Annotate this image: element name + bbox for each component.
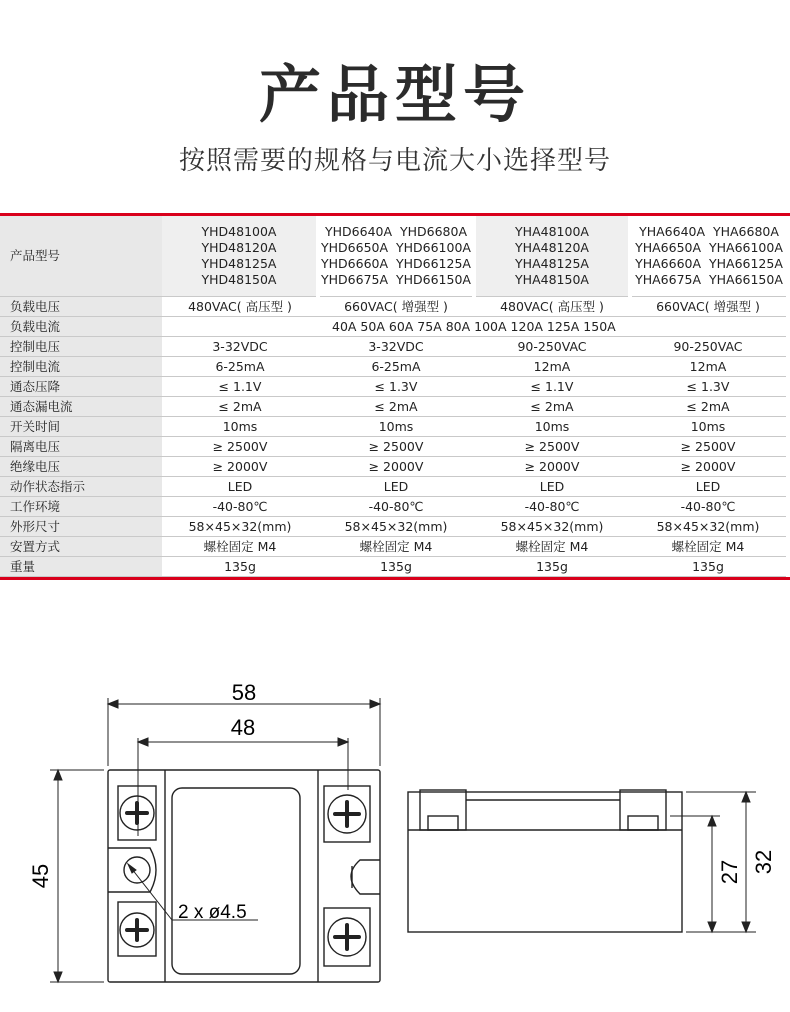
- row-value: ≤ 1.1V: [474, 377, 630, 397]
- page-subtitle: 按照需要的规格与电流大小选择型号: [178, 146, 611, 176]
- row-label: 负载电流: [0, 317, 162, 337]
- row-value: ≥ 2500V: [630, 437, 786, 457]
- model-name: YHA6650A YHA66100A: [635, 240, 783, 255]
- model-name: YHD6660A YHD66125A: [321, 256, 471, 271]
- spec-row: [0, 417, 786, 437]
- row-value: 58×45×32(mm): [474, 517, 630, 537]
- table-bottom-rule: [0, 577, 790, 580]
- model-name: YHD48120A: [201, 240, 277, 255]
- row-value: LED: [162, 477, 318, 497]
- model-cell: [630, 216, 786, 297]
- row-value: 3-32VDC: [318, 337, 474, 357]
- model-name: YHD48125A: [201, 256, 277, 271]
- row-value: 480VAC( 高压型 ): [474, 297, 630, 317]
- row-label: 安置方式: [0, 537, 162, 557]
- row-value-empty: [162, 317, 318, 337]
- spec-row: [0, 357, 786, 377]
- hole-note: 2 x ø4.5: [178, 902, 247, 923]
- model-cell: [318, 216, 474, 297]
- spec-row: [0, 337, 786, 357]
- row-value: ≤ 2mA: [630, 397, 786, 417]
- model-name: YHD48150A: [201, 272, 277, 287]
- row-value: ≤ 1.3V: [318, 377, 474, 397]
- spec-row: [0, 397, 786, 417]
- row-value: 6-25mA: [318, 357, 474, 377]
- row-value: -40-80℃: [162, 497, 318, 517]
- row-value: 10ms: [318, 417, 474, 437]
- row-label: 通态压降: [0, 377, 162, 397]
- row-value: LED: [318, 477, 474, 497]
- row-label: 工作环境: [0, 497, 162, 517]
- row-models: [0, 216, 786, 297]
- row-label: 隔离电压: [0, 437, 162, 457]
- spec-table: [0, 216, 786, 577]
- model-name: YHA48125A: [515, 256, 589, 271]
- row-value: 135g: [474, 557, 630, 577]
- page-title: 产品型号: [258, 58, 531, 131]
- row-label: 动作状态指示: [0, 477, 162, 497]
- spec-row: [0, 497, 786, 517]
- row-value: 10ms: [630, 417, 786, 437]
- row-label: 外形尺寸: [0, 517, 162, 537]
- row-value: 螺栓固定 M4: [318, 537, 474, 557]
- row-value: ≥ 2500V: [474, 437, 630, 457]
- row-value: 10ms: [474, 417, 630, 437]
- row-value: 12mA: [474, 357, 630, 377]
- row-value: 螺栓固定 M4: [474, 537, 630, 557]
- model-cell: [474, 216, 630, 297]
- model-name: YHD6640A YHD6680A: [325, 224, 467, 239]
- row-label: 开关时间: [0, 417, 162, 437]
- row-value: LED: [630, 477, 786, 497]
- row-value: -40-80℃: [630, 497, 786, 517]
- row-value: -40-80℃: [474, 497, 630, 517]
- row-value: ≥ 2000V: [162, 457, 318, 477]
- model-name: YHA6660A YHA66125A: [635, 256, 783, 271]
- row-label: 通态漏电流: [0, 397, 162, 417]
- model-name: YHA6675A YHA66150A: [635, 272, 783, 287]
- row-value: ≤ 2mA: [162, 397, 318, 417]
- dim-32: 32: [751, 849, 776, 875]
- spec-row: [0, 557, 786, 577]
- row-value: ≥ 2500V: [318, 437, 474, 457]
- model-name: YHD6650A YHD66100A: [321, 240, 471, 255]
- model-name: YHA48150A: [515, 272, 589, 287]
- spec-row: [0, 477, 786, 497]
- row-value: 螺栓固定 M4: [630, 537, 786, 557]
- row-value: ≥ 2500V: [162, 437, 318, 457]
- row-value: 螺栓固定 M4: [162, 537, 318, 557]
- mount-slot-right: [351, 860, 380, 894]
- row-value: 90-250VAC: [474, 337, 630, 357]
- dim-48: 48: [230, 715, 256, 740]
- row-value: 12mA: [630, 357, 786, 377]
- row-load-voltage: [0, 297, 786, 317]
- row-value: 135g: [318, 557, 474, 577]
- row-value: 480VAC( 高压型 ): [162, 297, 318, 317]
- dim-27: 27: [717, 859, 742, 885]
- row-value: 40A 50A 60A 75A 80A 100A 120A 125A 150A: [318, 317, 786, 337]
- row-value: ≤ 1.1V: [162, 377, 318, 397]
- row-label: 负载电压: [0, 297, 162, 317]
- row-value: LED: [474, 477, 630, 497]
- row-label: 绝缘电压: [0, 457, 162, 477]
- spec-row: [0, 457, 786, 477]
- row-value: 660VAC( 增强型 ): [318, 297, 474, 317]
- dim-45: 45: [28, 863, 53, 889]
- model-name: YHA6640A YHA6680A: [639, 224, 779, 239]
- row-value: 6-25mA: [162, 357, 318, 377]
- row-value: 58×45×32(mm): [162, 517, 318, 537]
- row-value: ≤ 2mA: [318, 397, 474, 417]
- dimension-drawing: [0, 640, 790, 1012]
- row-label: 重量: [0, 557, 162, 577]
- spec-row: [0, 537, 786, 557]
- row-value: 660VAC( 增强型 ): [630, 297, 786, 317]
- side-view-body: [408, 792, 682, 932]
- row-value: ≤ 2mA: [474, 397, 630, 417]
- model-name: YHD48100A: [201, 224, 277, 239]
- center-cover: [172, 788, 300, 974]
- row-value: 10ms: [162, 417, 318, 437]
- row-load-current: [0, 317, 786, 337]
- model-cell: [162, 216, 318, 297]
- model-name: YHA48120A: [515, 240, 589, 255]
- row-value: ≤ 1.3V: [630, 377, 786, 397]
- row-value: 90-250VAC: [630, 337, 786, 357]
- row-value: -40-80℃: [318, 497, 474, 517]
- model-name: YHA48100A: [515, 224, 589, 239]
- row-label: 控制电流: [0, 357, 162, 377]
- row-value: 135g: [630, 557, 786, 577]
- dim-58: 58: [231, 680, 257, 705]
- row-value: 135g: [162, 557, 318, 577]
- row-value: ≥ 2000V: [630, 457, 786, 477]
- model-name: YHD6675A YHD66150A: [321, 272, 471, 287]
- row-label: 控制电压: [0, 337, 162, 357]
- spec-row: [0, 377, 786, 397]
- spec-row: [0, 517, 786, 537]
- row-value: 58×45×32(mm): [318, 517, 474, 537]
- row-value: ≥ 2000V: [318, 457, 474, 477]
- row-value: 58×45×32(mm): [630, 517, 786, 537]
- row-value: 3-32VDC: [162, 337, 318, 357]
- spec-row: [0, 437, 786, 457]
- row-label: 产品型号: [0, 216, 162, 297]
- row-value: ≥ 2000V: [474, 457, 630, 477]
